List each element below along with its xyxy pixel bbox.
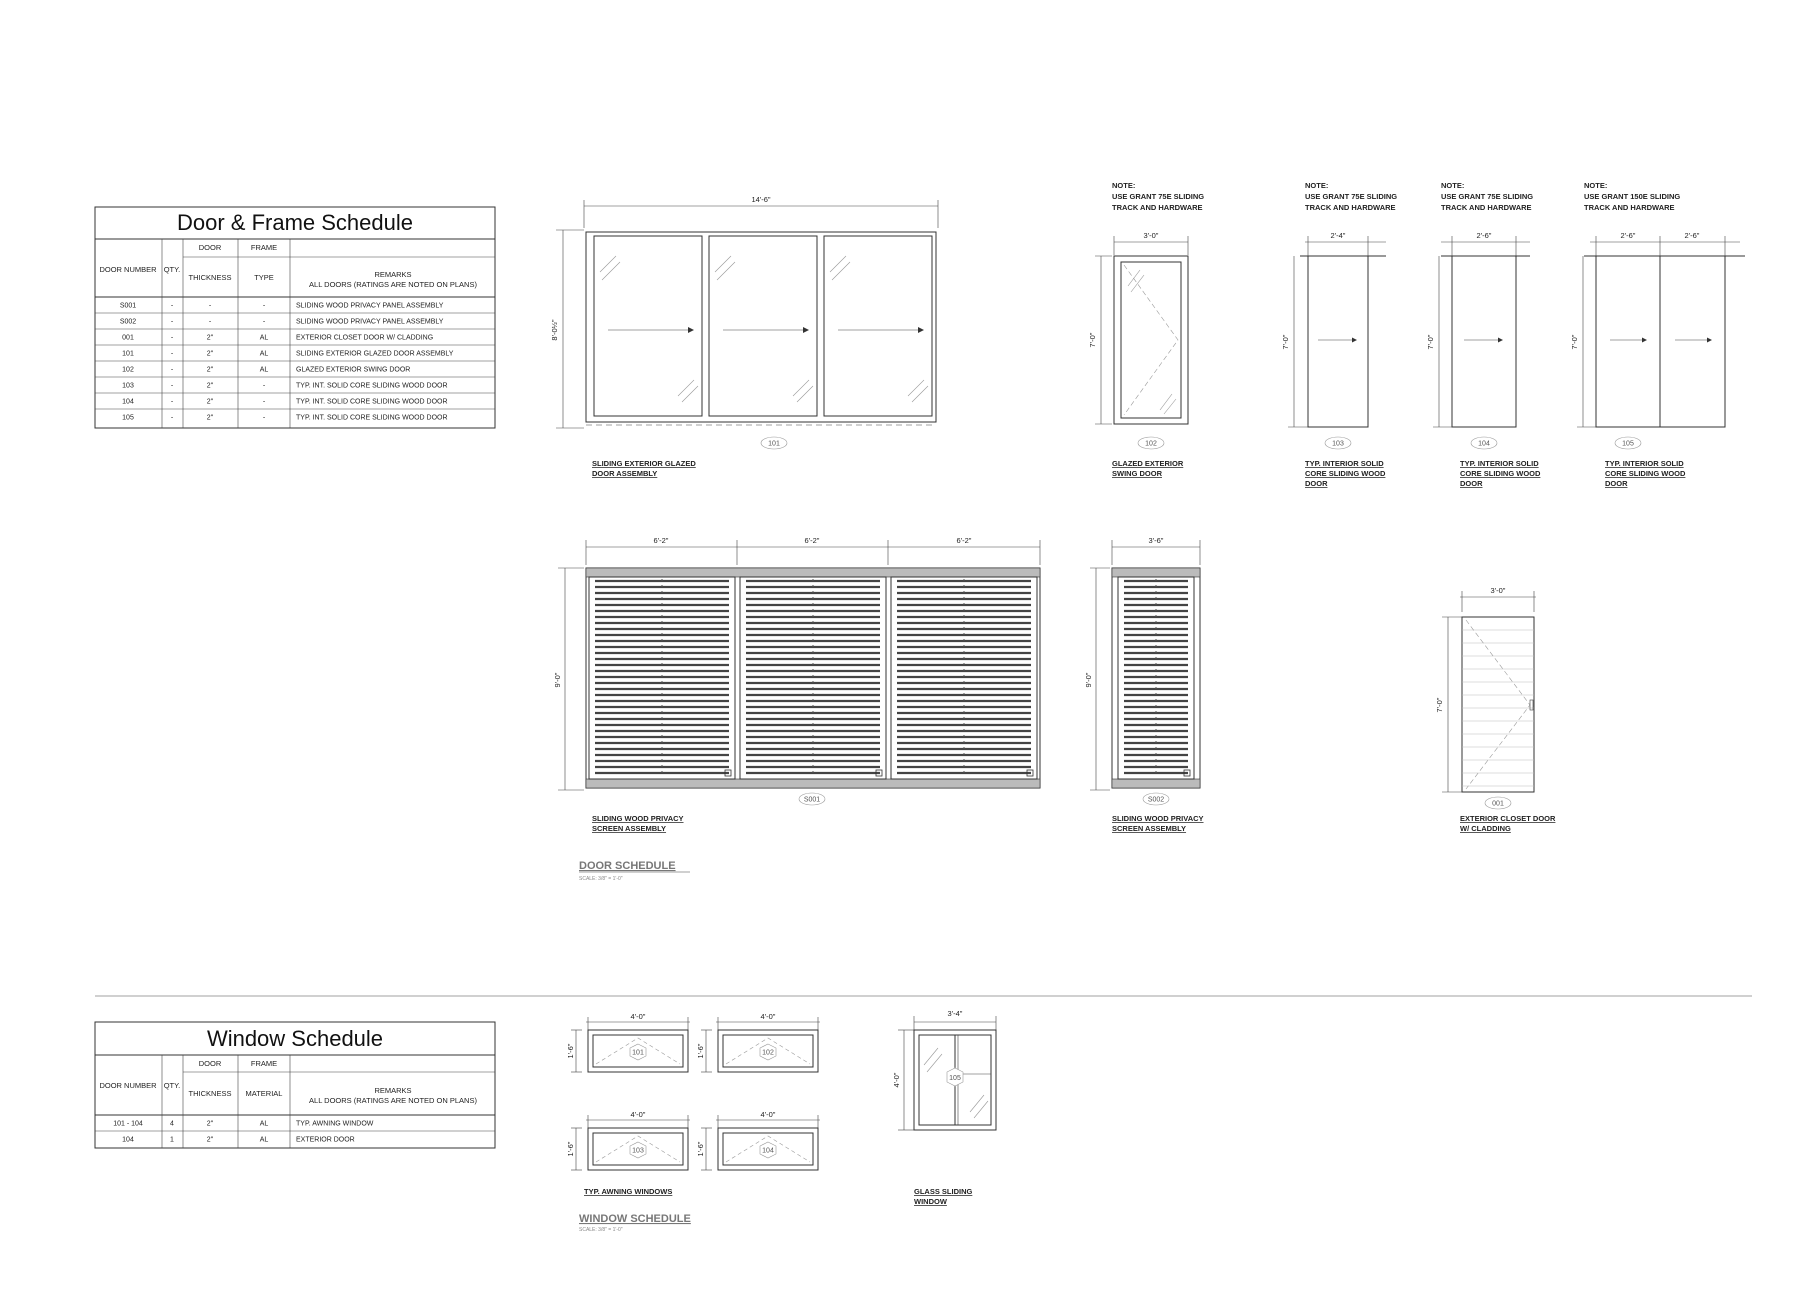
door-schedule-row-0-col-4: SLIDING WOOD PRIVACY PANEL ASSEMBLY xyxy=(296,302,444,310)
door-schedule-row-6-col-1: - xyxy=(170,398,174,406)
window-schedule-caption-scale: SCALE: 3/8" = 1'-0" xyxy=(579,1227,623,1233)
door-schedule-row-2-col-4: EXTERIOR CLOSET DOOR W/ CLADDING xyxy=(296,334,434,342)
window-schedule-row-1-col-3: AL xyxy=(259,1136,269,1144)
door-schedule-row-1-col-4: SLIDING WOOD PRIVACY PANEL ASSEMBLY xyxy=(296,318,444,326)
window-schedule-row-1-col-0: 104 xyxy=(122,1136,134,1144)
door-001-tag: 001 xyxy=(1492,800,1504,808)
door-schedule-caption-title: DOOR SCHEDULE xyxy=(579,860,676,872)
door-104-note-1: NOTE: xyxy=(1441,181,1465,190)
screen-s001-elevation xyxy=(553,536,1040,833)
window-schedule-rows xyxy=(113,1121,374,1144)
screen-s001-label-2: SCREEN ASSEMBLY xyxy=(592,824,667,833)
window-schedule-caption-title: WINDOW SCHEDULE xyxy=(579,1213,691,1225)
door-schedule-row-3-col-4: SLIDING EXTERIOR GLAZED DOOR ASSEMBLY xyxy=(296,350,454,358)
door-105-label-1: TYP. INTERIOR SOLID xyxy=(1605,459,1684,468)
screen-s002-panels xyxy=(1118,577,1194,779)
door-schedule-row-6-col-4: TYP. INT. SOLID CORE SLIDING WOOD DOOR xyxy=(296,398,448,406)
screen-s001-width-1: 6'-2" xyxy=(653,536,669,545)
window-schedule-row-0-col-4: TYP. AWNING WINDOW xyxy=(296,1120,374,1128)
door-104-note-2: USE GRANT 75E SLIDING xyxy=(1441,192,1534,201)
door-105-width-left: 2'-6" xyxy=(1620,231,1636,240)
door-101-width: 14'-6" xyxy=(751,195,771,204)
door-104-note-3: TRACK AND HARDWARE xyxy=(1441,203,1532,212)
door-schedule-row-4-col-2: 2" xyxy=(206,366,214,374)
door-schedule-row-5-col-4: TYP. INT. SOLID CORE SLIDING WOOD DOOR xyxy=(296,382,448,390)
door-103-width: 2'-4" xyxy=(1330,231,1346,240)
door-schedule-row-6-col-3: - xyxy=(262,398,266,406)
screen-s001-panel-3 xyxy=(891,577,1037,779)
door-103-label-3: DOOR xyxy=(1305,479,1328,488)
awning-window-3 xyxy=(566,1110,690,1170)
door-103-elevation xyxy=(1281,181,1397,488)
screen-s001-panels xyxy=(589,577,1037,779)
door-schedule-row-0-col-3: - xyxy=(262,302,266,310)
screen-s002-height: 9'-0" xyxy=(1084,672,1093,688)
window-schedule-row-0-col-2: 2" xyxy=(206,1120,214,1128)
screen-s001-width-2: 6'-2" xyxy=(804,536,820,545)
window-col-thickness: THICKNESS xyxy=(188,1089,232,1098)
door-schedule-row-2-col-1: - xyxy=(170,334,174,342)
window-schedule-row-1-col-2: 2" xyxy=(206,1136,214,1144)
window-schedule-row-1-col-1: 1 xyxy=(170,1136,174,1144)
window-col-remarks: REMARKS xyxy=(374,1086,412,1095)
door-schedule-row-6-col-2: 2" xyxy=(206,398,214,406)
door-103-tag: 103 xyxy=(1332,440,1344,448)
awning-window-2-height: 1'-6" xyxy=(696,1043,705,1059)
screen-s001-label-1: SLIDING WOOD PRIVACY xyxy=(592,814,684,823)
door-105-height: 7'-0" xyxy=(1570,334,1579,350)
col-thickness: THICKNESS xyxy=(188,273,232,282)
screen-s002-label-1: SLIDING WOOD PRIVACY xyxy=(1112,814,1204,823)
awning-window-2-width: 4'-0" xyxy=(760,1012,776,1021)
door-001-label-1: EXTERIOR CLOSET DOOR xyxy=(1460,814,1556,823)
door-schedule-row-5-col-1: - xyxy=(170,382,174,390)
door-104-height: 7'-0" xyxy=(1426,334,1435,350)
door-104-tag: 104 xyxy=(1478,440,1490,448)
awning-window-3-width: 4'-0" xyxy=(630,1110,646,1119)
window-schedule-row-0-col-1: 4 xyxy=(170,1120,174,1128)
screen-s001-width-3: 6'-2" xyxy=(956,536,972,545)
door-schedule-caption-scale: SCALE: 3/8" = 1'-0" xyxy=(579,876,623,882)
door-schedule-row-3-col-1: - xyxy=(170,350,174,358)
door-101-elevation xyxy=(550,195,938,478)
window-schedule-table xyxy=(95,1022,495,1148)
door-105-label-3: DOOR xyxy=(1605,479,1628,488)
door-101-label-1: SLIDING EXTERIOR GLAZED xyxy=(592,459,696,468)
window-col-remarks-sub: ALL DOORS (RATINGS ARE NOTED ON PLANS) xyxy=(309,1096,477,1105)
door-schedule-row-7-col-4: TYP. INT. SOLID CORE SLIDING WOOD DOOR xyxy=(296,414,448,422)
window-frame-group-header: FRAME xyxy=(250,1059,278,1068)
door-103-height: 7'-0" xyxy=(1281,334,1290,350)
door-105-elevation xyxy=(1570,181,1745,488)
col-remarks-sub: ALL DOORS (RATINGS ARE NOTED ON PLANS) xyxy=(309,280,477,289)
sliding-window-label-2: WINDOW xyxy=(914,1197,947,1206)
screen-s001-tag: S001 xyxy=(803,796,821,804)
door-001-width: 3'-0" xyxy=(1490,586,1506,595)
door-schedule-row-1-col-3: - xyxy=(262,318,266,326)
awning-window-4-width: 4'-0" xyxy=(760,1110,776,1119)
door-schedule-row-7-col-3: - xyxy=(262,414,266,422)
door-104-label-2: CORE SLIDING WOOD xyxy=(1460,469,1541,478)
door-schedule-row-4-col-3: AL xyxy=(259,366,269,374)
door-105-width-right: 2'-6" xyxy=(1684,231,1700,240)
door-schedule-row-6-col-0: 104 xyxy=(122,398,134,406)
door-schedule-row-1-col-2: - xyxy=(208,318,212,326)
window-schedule-title: Window Schedule xyxy=(206,1026,384,1051)
window-col-qty: QTY. xyxy=(163,1081,181,1090)
door-105-tag: 105 xyxy=(1622,440,1634,448)
col-remarks: REMARKS xyxy=(374,270,412,279)
door-101-height: 8'-0½" xyxy=(550,319,559,341)
window-schedule-row-0-col-0: 101 - 104 xyxy=(113,1120,143,1128)
window-schedule-row-0-col-3: AL xyxy=(259,1120,269,1128)
door-schedule-row-4-col-0: 102 xyxy=(122,366,134,374)
screen-s002-width: 3'-6" xyxy=(1148,536,1164,545)
door-schedule-row-0-col-0: S001 xyxy=(119,302,137,310)
door-schedule-title: Door & Frame Schedule xyxy=(177,210,413,235)
door-schedule-row-1-col-1: - xyxy=(170,318,174,326)
door-102-note-3: TRACK AND HARDWARE xyxy=(1112,203,1203,212)
awning-window-1 xyxy=(566,1012,690,1072)
screen-s001-height: 9'-0" xyxy=(553,672,562,688)
door-101-label-2: DOOR ASSEMBLY xyxy=(592,469,658,478)
screen-s002-label-2: SCREEN ASSEMBLY xyxy=(1112,824,1187,833)
door-103-note-3: TRACK AND HARDWARE xyxy=(1305,203,1396,212)
sliding-window-tag: 105 xyxy=(949,1075,961,1082)
door-001-label-2: W/ CLADDING xyxy=(1460,824,1511,833)
door-105-note-2: USE GRANT 150E SLIDING xyxy=(1584,192,1681,201)
window-door-group-header: DOOR xyxy=(198,1059,222,1068)
door-103-label-1: TYP. INTERIOR SOLID xyxy=(1305,459,1384,468)
door-schedule-row-7-col-2: 2" xyxy=(206,414,214,422)
door-102-label-2: SWING DOOR xyxy=(1112,469,1162,478)
door-103-note-1: NOTE: xyxy=(1305,181,1329,190)
door-001-cladding xyxy=(1462,630,1534,786)
door-schedule-row-7-col-1: - xyxy=(170,414,174,422)
door-schedule-row-0-col-2: - xyxy=(208,302,212,310)
door-schedule-row-3-col-2: 2" xyxy=(206,350,214,358)
awning-windows xyxy=(566,1012,820,1170)
door-102-elevation xyxy=(1088,181,1204,478)
frame-group-header: FRAME xyxy=(250,243,278,252)
col-qty: QTY. xyxy=(163,265,181,274)
awning-window-1-tag: 101 xyxy=(632,1049,644,1057)
col-type: TYPE xyxy=(254,273,274,282)
door-schedule-row-3-col-0: 101 xyxy=(122,350,134,358)
screen-s002-elevation xyxy=(1084,536,1204,833)
door-schedule-row-2-col-2: 2" xyxy=(206,334,214,342)
door-103-note-2: USE GRANT 75E SLIDING xyxy=(1305,192,1398,201)
awning-window-4 xyxy=(696,1110,820,1170)
awning-window-4-tag: 104 xyxy=(762,1147,774,1155)
window-schedule-caption xyxy=(579,1213,691,1233)
door-105-note-3: TRACK AND HARDWARE xyxy=(1584,203,1675,212)
door-102-tag: 102 xyxy=(1145,440,1157,448)
screen-s001-panel-2 xyxy=(740,577,886,779)
awning-window-4-height: 1'-6" xyxy=(696,1141,705,1157)
door-104-label-1: TYP. INTERIOR SOLID xyxy=(1460,459,1539,468)
door-102-height: 7'-0" xyxy=(1088,332,1097,348)
door-schedule-row-2-col-0: 001 xyxy=(122,334,134,342)
door-schedule-row-4-col-1: - xyxy=(170,366,174,374)
door-102-note-1: NOTE: xyxy=(1112,181,1136,190)
screen-s001-panel-1 xyxy=(589,577,735,779)
door-schedule-row-5-col-3: - xyxy=(262,382,266,390)
door-105-label-2: CORE SLIDING WOOD xyxy=(1605,469,1686,478)
door-101-tag: 101 xyxy=(768,440,780,448)
awning-window-1-width: 4'-0" xyxy=(630,1012,646,1021)
door-schedule-row-0-col-1: - xyxy=(170,302,174,310)
awning-window-2-tag: 102 xyxy=(762,1049,774,1057)
door-schedule-rows xyxy=(120,303,454,422)
door-schedule-table xyxy=(95,207,495,428)
sliding-window-width: 3'-4" xyxy=(947,1009,963,1018)
door-schedule-row-3-col-3: AL xyxy=(259,350,269,358)
door-104-elevation xyxy=(1426,181,1541,488)
screen-s002-panel-1 xyxy=(1118,577,1194,779)
screen-s002-tag: S002 xyxy=(1147,796,1165,804)
sliding-window-label-1: GLASS SLIDING xyxy=(914,1187,973,1196)
door-001-height: 7'-0" xyxy=(1435,697,1444,713)
door-schedule-row-1-col-0: S002 xyxy=(119,318,137,326)
awning-window-1-height: 1'-6" xyxy=(566,1043,575,1059)
door-schedule-row-2-col-3: AL xyxy=(259,334,269,342)
window-schedule-row-1-col-4: EXTERIOR DOOR xyxy=(296,1136,355,1144)
sliding-window-105 xyxy=(892,1009,996,1206)
door-schedule-row-5-col-2: 2" xyxy=(206,382,214,390)
window-col-material: MATERIAL xyxy=(245,1089,283,1098)
door-schedule-row-4-col-4: GLAZED EXTERIOR SWING DOOR xyxy=(296,366,411,374)
door-102-width: 3'-0" xyxy=(1143,231,1159,240)
door-105-note-1: NOTE: xyxy=(1584,181,1608,190)
awning-window-3-height: 1'-6" xyxy=(566,1141,575,1157)
awning-window-2 xyxy=(696,1012,820,1072)
door-102-note-2: USE GRANT 75E SLIDING xyxy=(1112,192,1205,201)
door-104-label-3: DOOR xyxy=(1460,479,1483,488)
window-col-door-number: DOOR NUMBER xyxy=(99,1081,157,1090)
door-group-header: DOOR xyxy=(198,243,222,252)
door-104-width: 2'-6" xyxy=(1476,231,1492,240)
door-103-label-2: CORE SLIDING WOOD xyxy=(1305,469,1386,478)
door-102-label-1: GLAZED EXTERIOR xyxy=(1112,459,1184,468)
sliding-window-height: 4'-0" xyxy=(892,1072,901,1088)
door-001-elevation xyxy=(1435,586,1556,833)
awning-windows-label: TYP. AWNING WINDOWS xyxy=(584,1187,673,1196)
door-schedule-row-7-col-0: 105 xyxy=(122,414,134,422)
door-schedule-caption xyxy=(579,860,690,882)
door-schedule-row-5-col-0: 103 xyxy=(122,382,134,390)
col-door-number: DOOR NUMBER xyxy=(99,265,157,274)
awning-window-3-tag: 103 xyxy=(632,1147,644,1155)
